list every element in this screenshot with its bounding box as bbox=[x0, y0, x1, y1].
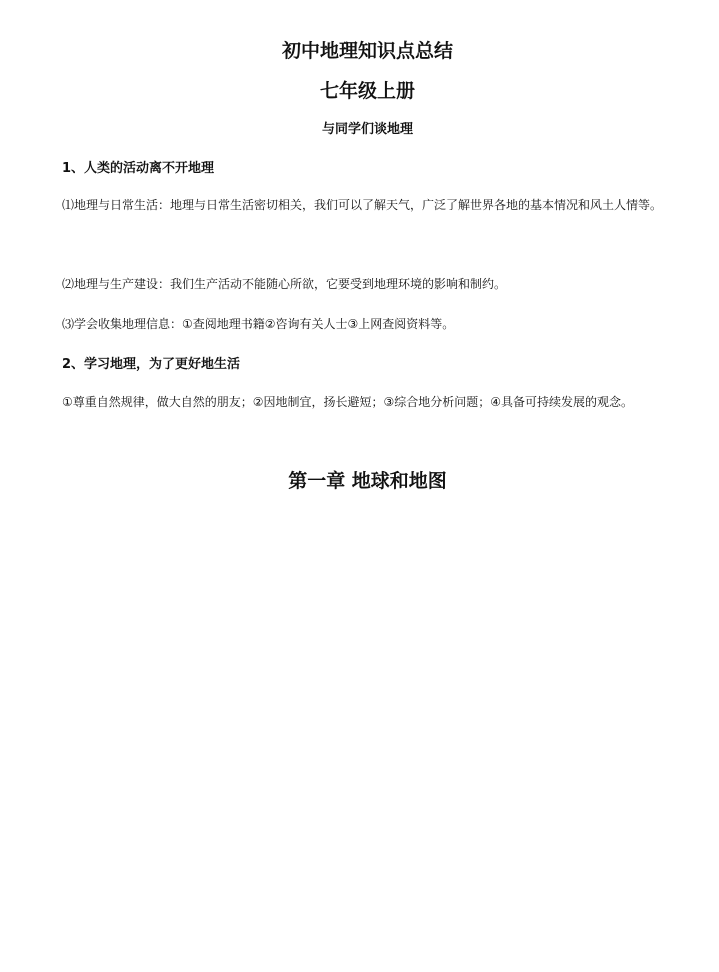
section-heading-2: 2、学习地理，为了更好地生活 bbox=[62, 357, 241, 372]
grade-title: 七年级上册 bbox=[319, 80, 415, 102]
section-heading-1: 1、人类的活动离不开地理 bbox=[62, 161, 215, 176]
paragraph-production: ⑵地理与生产建设：我们生产活动不能随心所欲，它要受到地理环境的影响和制约。 bbox=[62, 277, 507, 291]
section-title: 与同学们谈地理 bbox=[321, 122, 413, 137]
paragraph-collect-info: ⑶学会收集地理信息：①查阅地理书籍②咨询有关人士③上网查阅资料等。 bbox=[62, 317, 455, 331]
document-title: 初中地理知识点总结 bbox=[281, 40, 453, 62]
paragraph-better-life: ①尊重自然规律，做大自然的朋友；②因地制宜，扬长避短；③综合地分析问题；④具备可持续发展的观念。 bbox=[62, 395, 634, 409]
chapter-title: 第一章 地球和地图 bbox=[288, 470, 447, 492]
paragraph-daily-life: ⑴地理与日常生活：地理与日常生活密切相关，我们可以了解天气，广泛了解世界各地的基本情况和风土人情等。 bbox=[62, 198, 663, 212]
